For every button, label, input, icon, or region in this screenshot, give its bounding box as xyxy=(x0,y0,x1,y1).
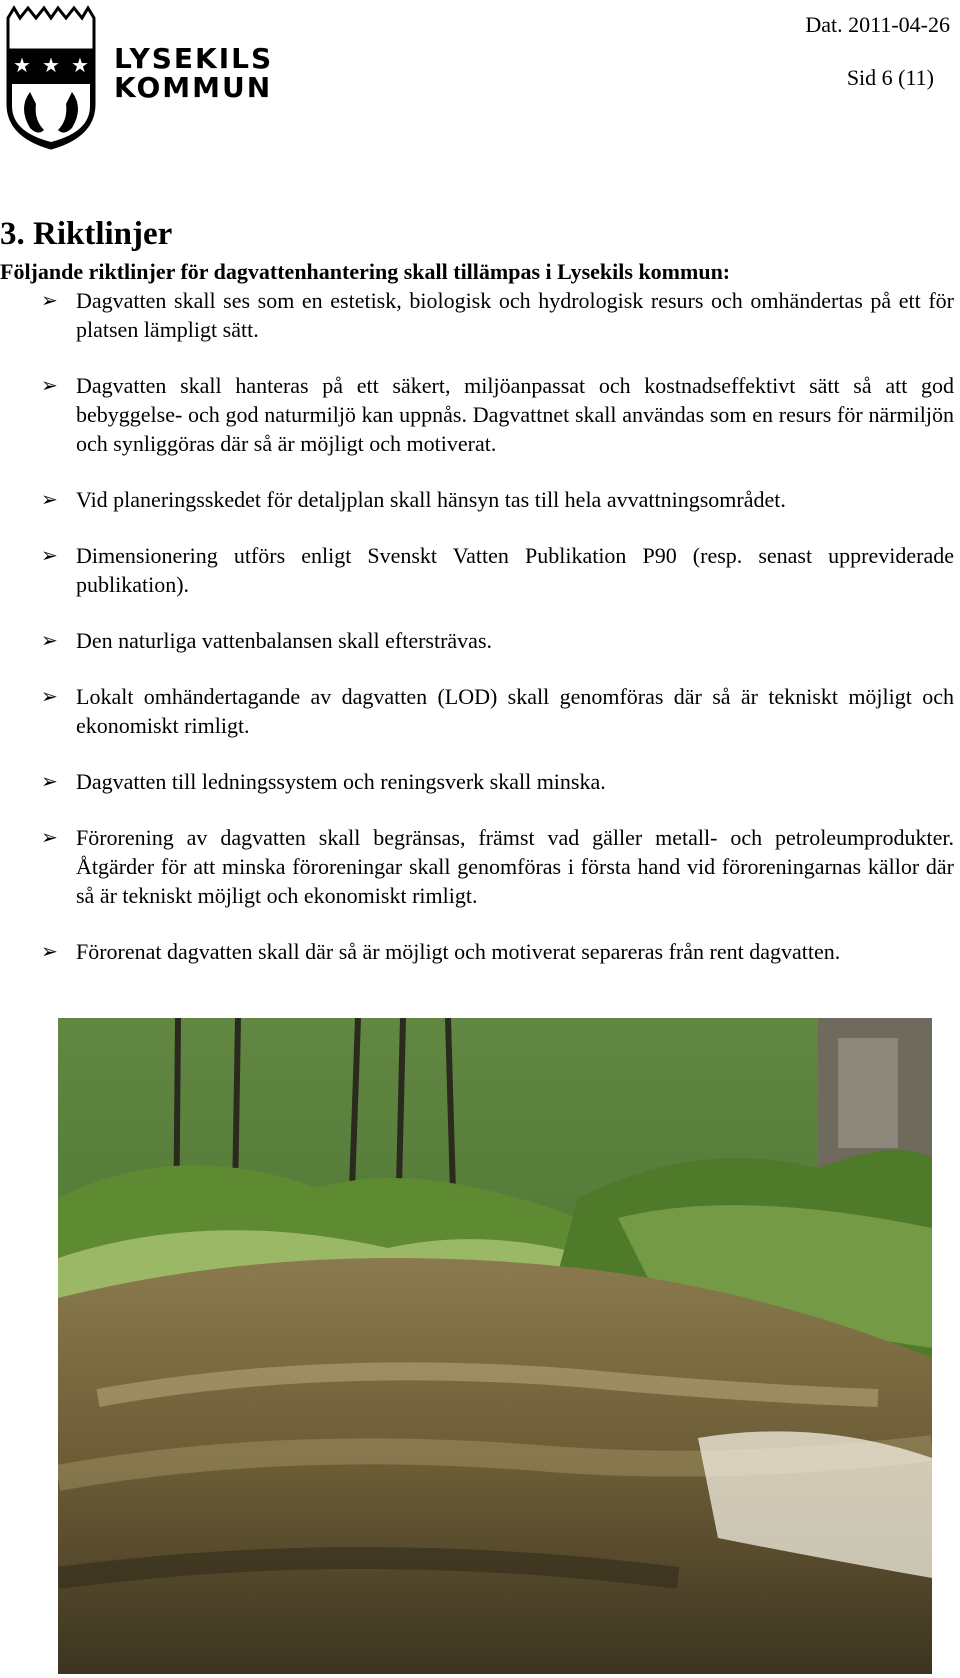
arrow-bullet-icon: ➢ xyxy=(41,487,58,511)
arrow-bullet-icon: ➢ xyxy=(41,628,58,652)
logo-line-1: LYSEKILS xyxy=(114,42,274,75)
arrow-bullet-icon: ➢ xyxy=(41,543,58,567)
list-item-text: Förorenat dagvatten skall där så är möjligt och motiverat separeras från rent dagvatten. xyxy=(76,939,841,964)
list-item-text: Den naturliga vattenbalansen skall eftersträvas. xyxy=(76,628,493,653)
stream-photo xyxy=(58,1018,932,1674)
list-item xyxy=(0,626,960,655)
arrow-bullet-icon: ➢ xyxy=(41,939,58,963)
arrow-bullet-icon: ➢ xyxy=(41,769,58,793)
list-item xyxy=(0,823,960,910)
arrow-bullet-icon: ➢ xyxy=(41,684,58,708)
list-item-text: Vid planeringsskedet för detaljplan skall hänsyn tas till hela avvattningsområdet. xyxy=(76,487,786,512)
list-item xyxy=(0,682,960,740)
coat-of-arms-icon xyxy=(4,4,98,150)
list-item xyxy=(0,767,960,796)
guideline-list xyxy=(0,286,960,966)
list-item xyxy=(0,286,960,344)
page-number: Sid 6 (11) xyxy=(846,65,934,90)
list-item xyxy=(0,371,960,458)
list-item-text: Lokalt omhändertagande av dagvatten (LOD) skall genomföras där så är tekniskt möjligt och ekonomiskt rimligt. xyxy=(76,684,954,738)
arrow-bullet-icon: ➢ xyxy=(41,373,58,397)
list-item xyxy=(0,485,960,514)
arrow-bullet-icon: ➢ xyxy=(41,825,58,849)
list-item xyxy=(0,937,960,966)
document-date: Dat. 2011-04-26 xyxy=(805,12,950,37)
logo-line-2: KOMMUN xyxy=(114,71,273,104)
list-item-text: Dagvatten till ledningssystem och reningsverk skall minska. xyxy=(76,769,606,794)
list-item-text: Dimensionering utförs enligt Svenskt Vatten Publikation P90 (resp. senast uppreviderade publikation). xyxy=(76,543,954,597)
svg-text:★: ★ xyxy=(42,53,60,77)
list-item-text: Dagvatten skall hanteras på ett säkert, miljöanpassat och kostnadseffektivt sätt så att god bebyggelse- och god naturmiljö kan uppnås. Dagvattnet skall användas som en resurs för närmiljön och synliggöras där så är möjligt och motiverat. xyxy=(76,373,954,456)
list-item-text: Dagvatten skall ses som en estetisk, biologisk och hydrologisk resurs och omhändertas på ett för platsen lämpligt sätt. xyxy=(76,288,954,342)
svg-text:★: ★ xyxy=(13,53,31,77)
svg-text:★: ★ xyxy=(71,53,89,77)
section-title: 3. Riktlinjer xyxy=(0,216,173,252)
list-item xyxy=(0,541,960,599)
stream-photo-illustration xyxy=(58,1018,932,1674)
list-item-text: Förorening av dagvatten skall begränsas, främst vad gäller metall- och petroleumprodukter. Åtgärder för att minska föroreningar skall genomföras i första hand vid föroreningarnas källor där så är tekniskt möjligt och ekonomiskt rimligt. xyxy=(76,825,954,908)
section-intro: Följande riktlinjer för dagvattenhantering skall tillämpas i Lysekils kommun: xyxy=(0,259,731,284)
arrow-bullet-icon: ➢ xyxy=(41,288,58,312)
municipality-logo xyxy=(4,4,274,150)
